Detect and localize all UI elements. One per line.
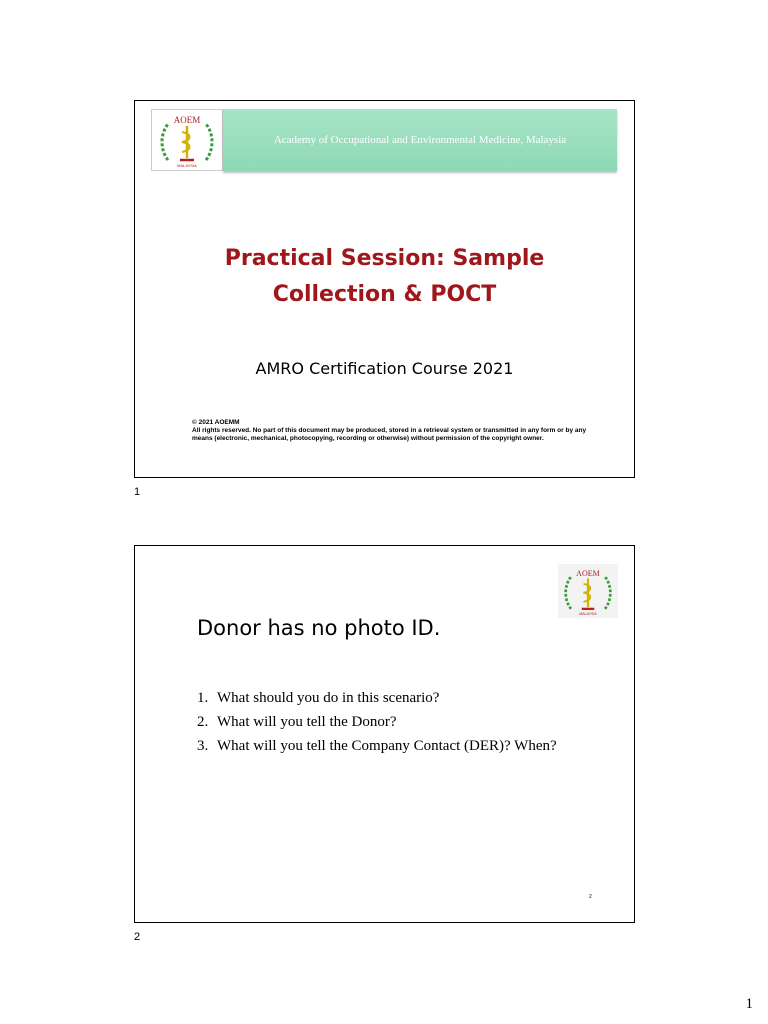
- copyright-line-2: All rights reserved. No part of this document may be produced, stored in a retrieval system or transmitted in any form or by any means (electronic, mechanical, photocopying, recording or otherwise) without permission of the copyright owner.: [192, 427, 587, 442]
- list-item-number: 1.: [197, 690, 209, 706]
- slide-heading: Donor has no photo ID.: [197, 616, 441, 640]
- list-item: [197, 734, 577, 758]
- list-item-number: 3.: [197, 738, 209, 754]
- svg-text:AOEM: AOEM: [173, 115, 201, 125]
- slide-1: [134, 100, 635, 478]
- svg-text:MALAYSIA: MALAYSIA: [177, 163, 197, 168]
- question-list: [197, 686, 577, 758]
- list-item: [197, 710, 577, 734]
- page-number: 1: [745, 996, 753, 1012]
- list-item-text: What should you do in this scenario?: [217, 690, 440, 706]
- list-item-number: 2.: [197, 714, 209, 730]
- aoem-logo: [151, 109, 223, 171]
- title-line-1: Practical Session: Sample: [224, 246, 545, 271]
- slide-title: [135, 241, 634, 313]
- copyright-notice: [192, 419, 592, 443]
- banner-text: Academy of Occupational and Environmental Medicine, Malaysia: [273, 134, 567, 146]
- slide-2-number: 2: [134, 931, 141, 943]
- aoem-logo-icon: [560, 566, 616, 616]
- list-item-text: What will you tell the Company Contact (DER)? When?: [217, 738, 557, 754]
- list-item: [197, 686, 577, 710]
- title-line-2: Collection & POCT: [272, 282, 497, 307]
- slide-2: [134, 545, 635, 923]
- list-item-text: What will you tell the Donor?: [217, 714, 397, 730]
- slide-subtitle: AMRO Certification Course 2021: [255, 359, 514, 378]
- slide-inner-number: 2: [589, 894, 592, 900]
- copyright-line-1: © 2021 AOEMM: [192, 419, 240, 426]
- svg-text:MALAYSIA: MALAYSIA: [579, 612, 597, 616]
- svg-text:AOEM: AOEM: [576, 568, 600, 578]
- aoem-logo-small: [558, 564, 618, 618]
- banner-bar: [223, 109, 617, 171]
- header-banner: [151, 109, 617, 171]
- aoem-logo-icon: [156, 112, 218, 168]
- slide-1-number: 1: [134, 486, 141, 498]
